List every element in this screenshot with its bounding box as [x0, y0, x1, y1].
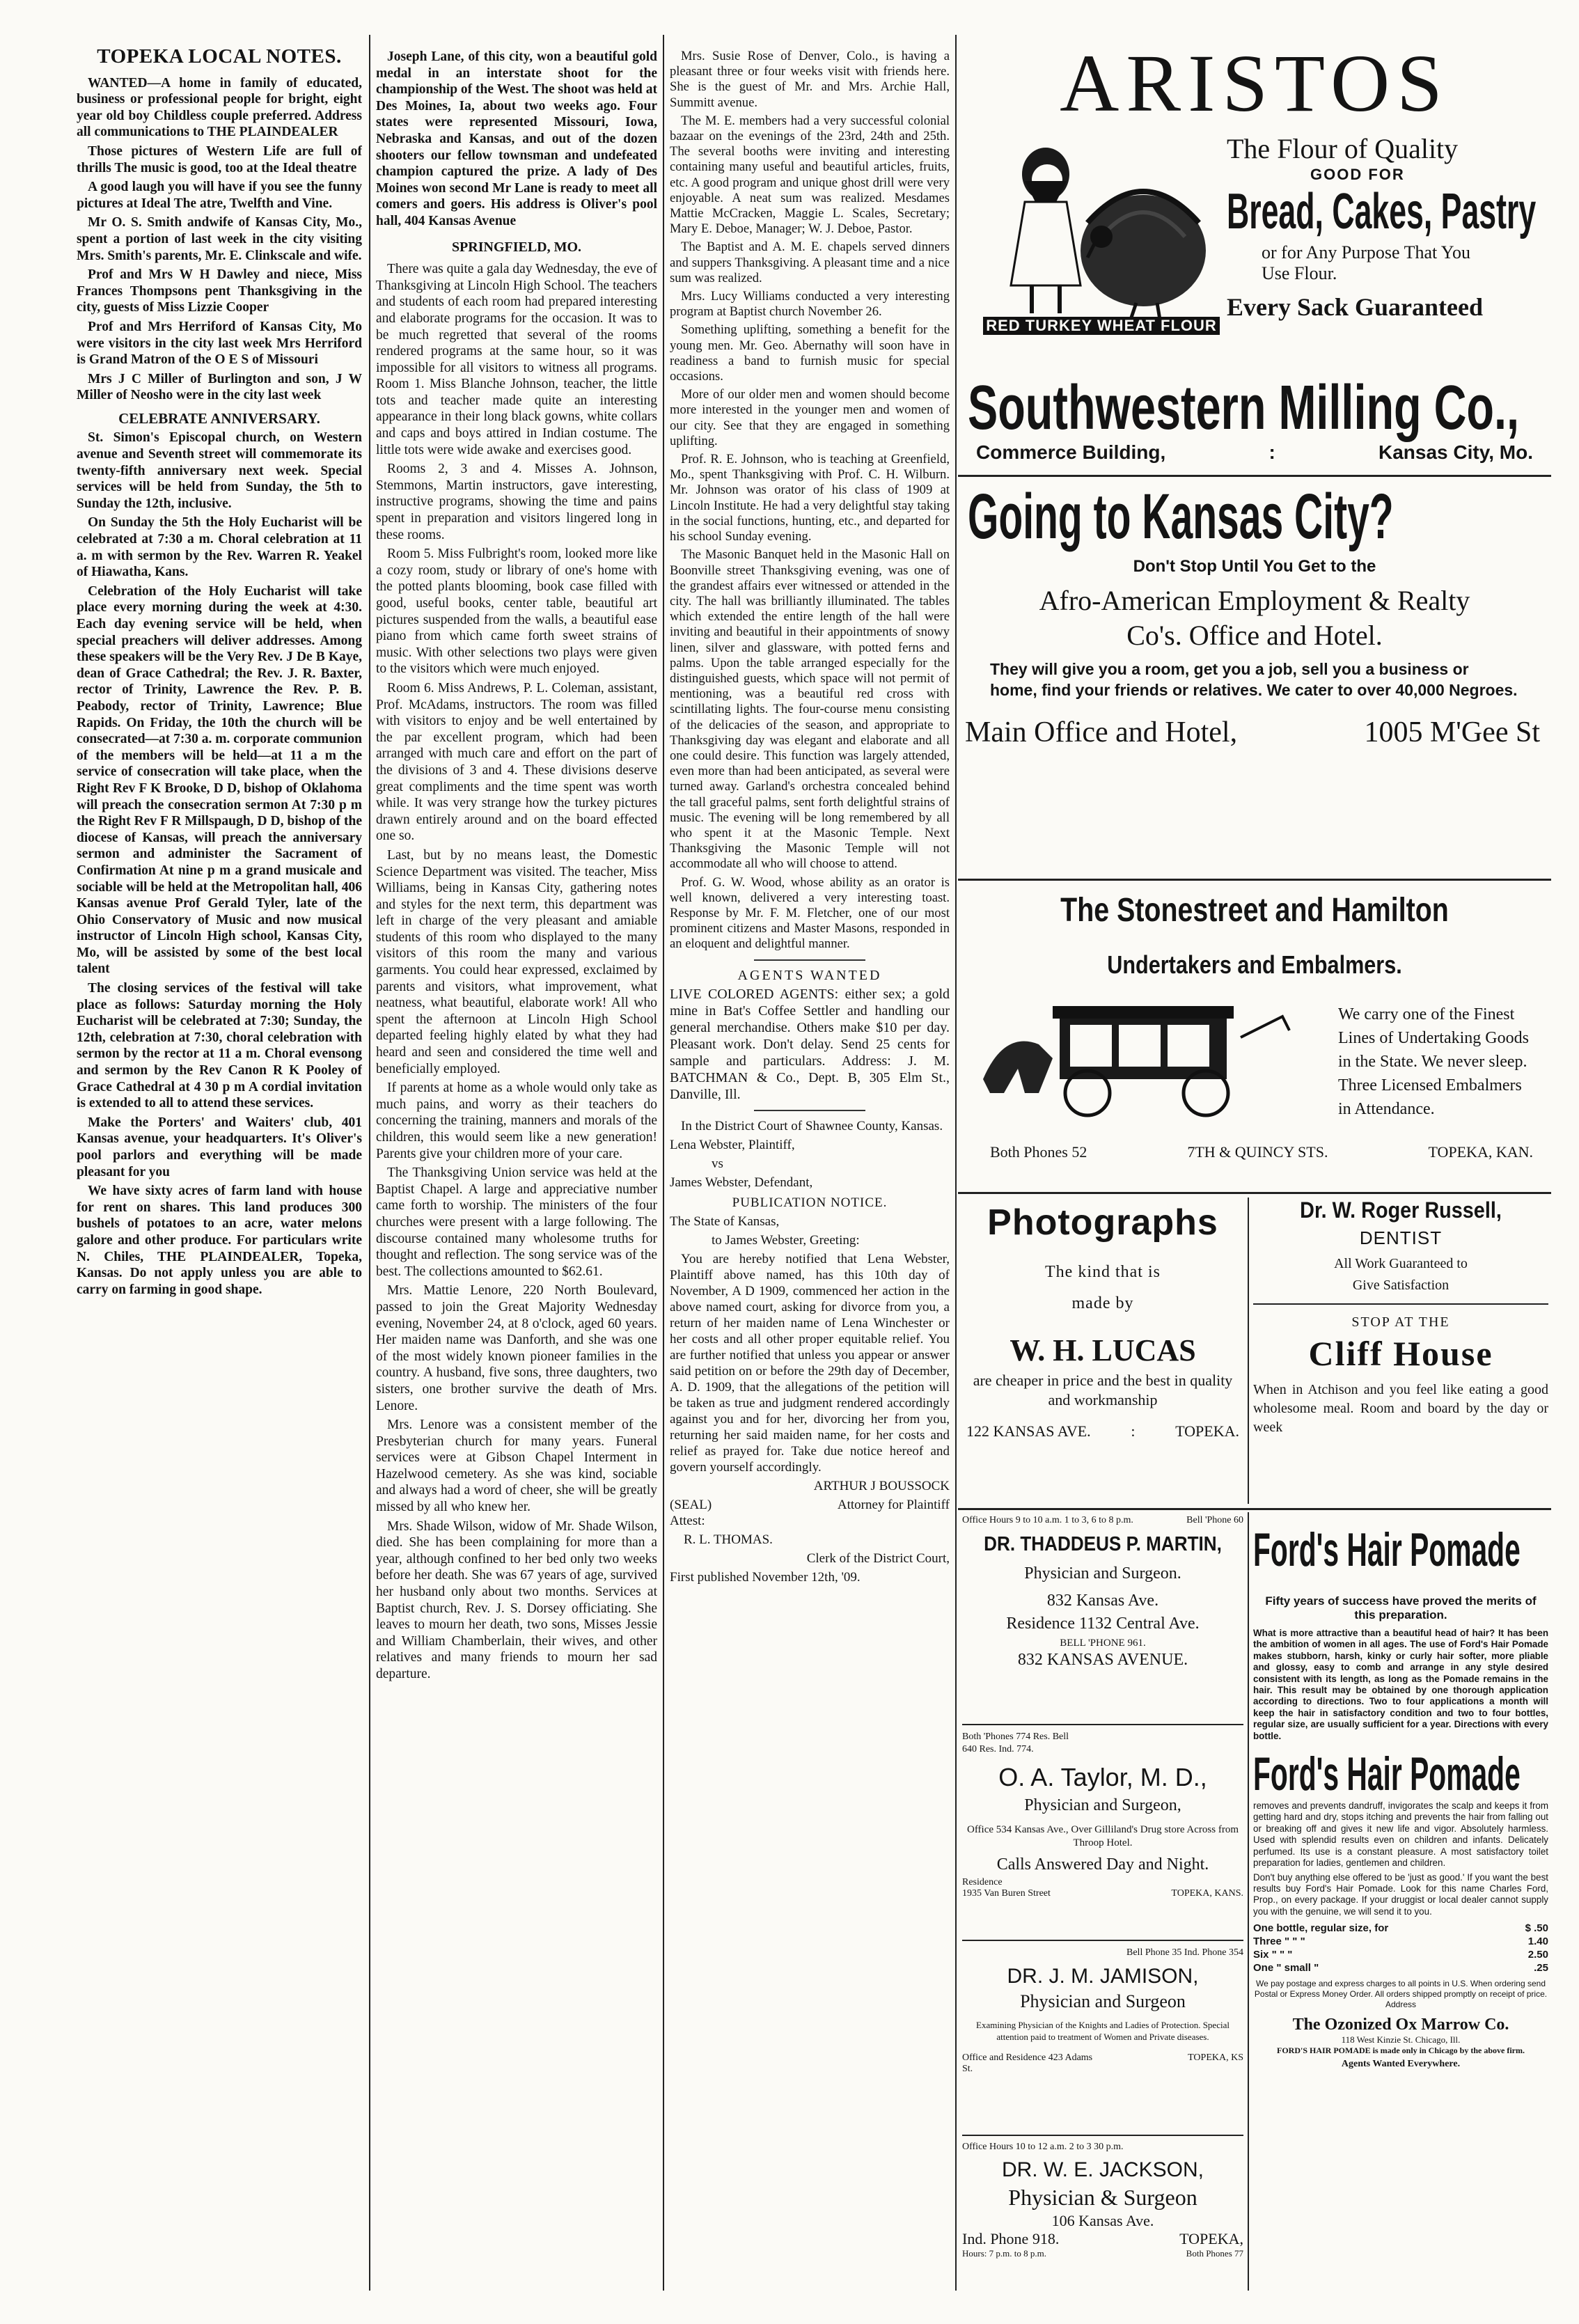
pomade-price-list — [1253, 1922, 1548, 1974]
jamison-office: Office and Residence 423 Adams St. — [962, 2052, 1093, 2074]
legal-clerk: R. L. THOMAS. — [684, 1532, 773, 1547]
news-paragraph: The M. E. members had a very successful colonial bazaar on the evenings of the 23rd, 24th and 25th. The several booths were inviting and interesting containing many useful and beautiful articles, fruits, etc. A good program and unique ghost drill were very enjoyable. A neat sum was realized. Mesdames Mattie McCracken, Maggie L. Scales, Secretary; Mary E. Deboe, Manager; W. J. Deboe, Pastor. — [670, 113, 950, 237]
price-row — [1253, 1961, 1548, 1974]
news-paragraph: St. Simon's Episcopal church, on Western avenue and Seventh street will commemorate its twenty-fifth anniversary next week. Special services will be held from Sunday, the 5th to Sunday the 12th, inclusive. — [77, 430, 362, 511]
column-news-legal — [670, 49, 950, 2291]
legal-signer-role: Attorney for Plaintiff — [837, 1497, 950, 1512]
news-paragraph: The Thanksgiving Union service was held at the Baptist Chapel. A large and appreciative number came forth to worship. The ministers of the four churches were present with a large following. The discourse contained many wholesome truths for thought and reflection. The song service was of the best. The collections amounted to $62.61. — [376, 1165, 657, 1279]
news-paragraph: Mrs J C Miller of Burlington and son, J W Miller of Neosho were in the city last week — [77, 371, 362, 403]
aristos-line5: Every Sack Guaranteed — [1227, 293, 1483, 321]
russell-l1: All Work Guaranteed to — [1334, 1256, 1468, 1271]
legal-published: First published November 12th, '09. — [670, 1569, 861, 1585]
jackson-title: Physician & Surgeon — [1008, 2185, 1197, 2210]
column-springfield — [376, 49, 657, 2291]
aristos-brand: ARISTOS — [1060, 38, 1450, 129]
undertaker-phones: Both Phones 52 — [990, 1143, 1087, 1161]
russell-l2: Give Satisfaction — [1352, 1278, 1450, 1293]
photo-addr: 122 KANSAS AVE. — [966, 1422, 1091, 1440]
taylor-footer — [962, 1888, 1243, 1899]
legal-vs: vs — [712, 1156, 723, 1171]
agents-text: LIVE COLORED AGENTS: either sex; a gold mine in Bat's Coffee Settler and handling our general merchandise. Others make $10 per day. Pleasant work. Don't delay. Send 25 cents for sample and particulars. Address: J. M. BATCHMAN & Co., Dept. B, 305 Elm St., Danville, Ill. — [670, 986, 950, 1102]
jackson-row2 — [962, 2248, 1243, 2259]
aristos-address — [976, 441, 1533, 464]
jackson-phone: Ind. Phone 918. — [962, 2230, 1060, 2247]
legal-attest: Attest: — [670, 1513, 705, 1528]
news-paragraph: More of our older men and women should become more interested in the younger men and women of our city. See that they are engaged in something uplifting. — [670, 387, 950, 448]
ad-taylor — [962, 1725, 1243, 1940]
ad-undertakers — [962, 884, 1547, 1188]
legal-heading: PUBLICATION NOTICE. — [732, 1195, 888, 1210]
martin-phone: Bell 'Phone 60 — [1186, 1515, 1243, 1525]
legal-clerk-role: Clerk of the District Court, — [806, 1550, 950, 1566]
jamison-city: TOPEKA, KS — [1188, 2052, 1243, 2063]
agents-heading: AGENTS WANTED — [737, 967, 882, 983]
news-paragraph: The Baptist and A. M. E. chapels served dinners and suppers Thanksgiving. A pleasant time and a nice sum was realized. — [670, 240, 950, 285]
ad-jamison — [962, 1941, 1243, 2135]
news-paragraph: We have sixty acres of farm land with house for rent on shares. This land produces 300 bushels of potatoes to an acre, water melons galore and other produce. For particulars write N. Chiles, THE PLAINDEALER, Topeka, Kansas. Do not apply unless you are able to carry on farming in good shape. — [77, 1184, 362, 1297]
legal-state: The State of Kansas, — [670, 1214, 780, 1229]
martin-title: Physician and Surgeon. — [1024, 1564, 1181, 1583]
aristos-copy — [1227, 132, 1540, 322]
price-label: Three " " " — [1253, 1936, 1305, 1948]
doctors-column — [962, 1515, 1243, 2288]
column-rule — [369, 35, 370, 2291]
photo-l3: are cheaper in price and the best in quality and workmanship — [973, 1372, 1233, 1408]
jackson-name: DR. W. E. JACKSON, — [1001, 2158, 1204, 2181]
jackson-hours2: Hours: 7 p.m. to 8 p.m. — [962, 2248, 1046, 2259]
legal-defendant: James Webster, Defendant, — [670, 1175, 813, 1190]
photo-headline: Photographs — [987, 1202, 1218, 1243]
news-paragraph: Room 5. Miss Fulbright's room, looked more like a cozy room, study or library of one's home with the potted plants blooming, book case filled with good, useful books, center table, beautiful art pictures suspended from the walls, a beautiful ease piano from which came forth sweet strains of music. With other selections two plays were given to the visitors which were much enjoyed. — [376, 547, 657, 677]
news-paragraph: Mrs. Susie Rose of Denver, Colo., is having a pleasant three or four weeks visit with friends here. She is the guest of Mr. and Mrs. Archie Hall, Summitt avenue. — [670, 49, 950, 110]
martin-res: Residence 1132 Central Ave. — [1006, 1615, 1200, 1633]
photo-l2: made by — [1071, 1294, 1134, 1312]
photo-city: TOPEKA. — [1175, 1422, 1239, 1440]
legal-seal: (SEAL) — [670, 1497, 712, 1512]
ad-fords-pomade — [1253, 1515, 1548, 2288]
news-paragraph: Prof. R. E. Johnson, who is teaching at Greenfield, Mo., spent Thanksgiving with Prof. C. H. Wilburn. Mr. Johnson was orator of his class of 1909 at Lincoln Institute. He had a very delightful stay taking in the social functions, hunting, etc., and departed for his school Sunday evening. — [670, 452, 950, 544]
legal-plaintiff: Lena Webster, Plaintiff, — [670, 1137, 795, 1152]
aristos-line4: or for Any Purpose That You Use Flour. — [1262, 242, 1470, 283]
price-value: $ .50 — [1525, 1922, 1548, 1935]
undertaker-body: We carry one of the Finest Lines of Undertaking Goods in the State. We never sleep. Three Licensed Embalmers in Attendance. — [1338, 1005, 1529, 1118]
photo-sep: : — [1131, 1422, 1136, 1440]
pomade-note: FORD'S HAIR POMADE is made only in Chicago by the above firm. — [1276, 2046, 1525, 2056]
kc-body: They will give you a room, get you a job, sell you a business or home, find your friends or relatives. We cater to over 40,000 Negroes. — [990, 660, 1518, 699]
news-paragraph: Prof and Mrs W H Dawley and niece, Miss Frances Thompsons pent Thanksgiving in the city, guests of Miss Lizzie Cooper — [77, 267, 362, 315]
news-items — [670, 49, 950, 952]
news-paragraph: Something uplifting, something a benefit for the young men. Mr. Geo. Abernathy will soon have in readiness a band to furnish music for special occasions. — [670, 322, 950, 384]
pomade-company: The Ozonized Ox Marrow Co. — [1292, 2016, 1509, 2034]
martin-addr: 832 Kansas Ave. — [1046, 1592, 1159, 1610]
undertaker-footer — [990, 1143, 1533, 1161]
kc-sub: Don't Stop Until You Get to the — [1133, 557, 1376, 576]
jamison-phones: Bell Phone 35 Ind. Phone 354 — [1126, 1947, 1243, 1958]
springfield-items — [376, 261, 657, 1682]
pomade-title2: Ford's Hair Pomade — [1253, 1748, 1521, 1801]
section-heading: SPRINGFIELD, MO. — [451, 239, 582, 255]
local-notes-items — [77, 75, 362, 404]
photo-name: W. H. LUCAS — [1010, 1333, 1196, 1367]
pomade-company-addr: 118 West Kinzie St. Chicago, Ill. — [1341, 2034, 1461, 2046]
jackson-city: TOPEKA, — [1179, 2230, 1243, 2247]
pomade-body1: What is more attractive than a beautiful head of hair? It has been the ambition of women in all ages. The use of Ford's Hair Pomade makes stubborn, harsh, kinky or curly hair softer, more pliable and glossy, easy to comb and arrange in any style desired consistent with its length, as long as the Pomade remains in the hair. This result may be obtained by one thorough application according to directions. Two to four applications a month will keep the hair in satisfactory condition and two to four bottles, regular size, are usually sufficient for a year. Directions with every bottle. — [1253, 1628, 1548, 1741]
section-heading: CELEBRATE ANNIVERSARY. — [118, 409, 320, 427]
aristos-line3: Bread, Cakes, Pastry — [1227, 184, 1537, 240]
undertaker-name: The Stonestreet and Hamilton — [1060, 892, 1449, 929]
photo-footer — [966, 1422, 1239, 1440]
legal-signer: ARTHUR J BOUSSOCK — [813, 1478, 950, 1493]
news-paragraph: Rooms 2, 3 and 4. Misses A. Johnson, Stemmons, Martin instructors, gave interesting, instructive programs, showing the time and pains spent in preparation and visitors lingered long in these rooms. — [376, 462, 657, 542]
price-value: 1.40 — [1527, 1936, 1548, 1948]
news-paragraph: Mrs. Shade Wilson, widow of Mr. Shade Wilson, died. She has been complaining for more than a year, although confined to her bed only two weeks before her death. She was 67 years of age, survived her husband only about two months. Services at Baptist church, Rev. J. S. Dorsey officiating. She leaves to mourn her death, two sons, Misses Jessie and William Chamberlain, their wives, and other relatives and many friends to mourn her sad departure. — [376, 1518, 657, 1681]
jamison-spec: Examining Physician of the Knights and Ladies of Protection. Special attention paid to treatment of Women and Private diseases. — [976, 2020, 1230, 2042]
price-label: One bottle, regular size, for — [1253, 1922, 1389, 1935]
news-paragraph: Mrs. Lucy Williams conducted a very interesting program at Baptist church November 26. — [670, 289, 950, 320]
legal-body: You are hereby notified that Lena Webster, Plaintiff above named, has this 10th day of November, A D 1909, commenced her action in the above named court, asking for divorce from you, a return of her maiden name of Lena Winchester or her costs and all other proper equitable relief. You are further notified that unless you appear or answer said petition on or before the 29th day of December, A. D. 1909, that the allegations of the petition will be taken as true and judgment rendered accordingly against you and for her, divorcing her from you, returning her said maiden name, for her costs and relief as prayed for. Take due notice hereof and govern yourself accordingly. — [670, 1251, 950, 1475]
anniversary-items — [77, 430, 362, 1298]
undertaker-city: TOPEKA, KAN. — [1428, 1143, 1533, 1161]
news-paragraph: Mrs. Mattie Lenore, 220 North Boulevard, passed to join the Great Majority Wednesday evening, November 24, at 8 o'clock, aged 60 years. Her maiden name was Danforth, and she was one of the most widely known pioneer families in the country. A husband, five sons, three daughters, two sisters, one brother survive the death of Mrs. Lenore. — [376, 1283, 657, 1413]
news-paragraph: Mr O. S. Smith andwife of Kansas City, Mo., spent a portion of last week in the city visiting Mrs. Smith's parents, Mr. E. Clinkscale and wife. — [77, 215, 362, 263]
cliff-body: When in Atchison and you feel like eating a good wholesome meal. Room and board by the day or week — [1253, 1382, 1548, 1435]
russell-title: DENTIST — [1359, 1227, 1443, 1248]
newspaper-page — [77, 35, 1553, 2291]
legal-notice — [670, 1118, 950, 1585]
price-value: 2.50 — [1527, 1949, 1548, 1961]
kc-footer-left: Main Office and Hotel, — [965, 716, 1238, 748]
martin-top — [962, 1515, 1243, 1526]
ad-martin — [962, 1515, 1243, 1724]
price-label: One " small " — [1253, 1962, 1319, 1974]
section-heading: TOPEKA LOCAL NOTES. — [97, 49, 342, 68]
jackson-phones2: Both Phones 77 — [1186, 2248, 1243, 2259]
news-paragraph: Prof. G. W. Wood, whose ability as an orator is well known, delivered a very interesting toast. Response by Mr. F. M. Fletcher, one of our most prominent citizens and Master Masons, responded in an eloquent and delightful manner. — [670, 874, 950, 952]
news-paragraph: Mrs. Lenore was a consistent member of the Presbyterian church for many years. Funeral services were at Gibson Chapel Interment in Hazelwood cemetery. As she was kind, sociable and always had a word of cheer, she will be greatly missed by all who knew her. — [376, 1418, 657, 1515]
jamison-footer — [962, 2052, 1243, 2075]
price-row — [1253, 1948, 1548, 1961]
news-paragraph: Celebration of the Holy Eucharist will take place every morning during the week at 4:30. Each day evening service will be held, when special preachers will deliver addresses. Among these speakers will be the Very Rev. J De B Kaye, dean of Grace Cathedral; the Rev. J. R. Baxter, rector of Trinity, Lawrence the Rev. P. B. Peabody, rector of Trinity, Lawrence; Blue Rapids. On Friday, the 10th the church will be consecrated—at 7:30 a. m. corporate communion of the members will be held—at 11 a m the service of consecration will take place, when the Right Rev F K Brooke, D D, bishop of Oklahoma will preach the consecration sermon At 7:30 p m the Right Rev F R Millspaugh, D D, bishop of the diocese of Kansas, will preach the anniversary sermon and administer the Sacrament of Confirmation At nine p m a grand musicale and sociable will be held at the Metropolitan hall, 406 Kansas avenue Prof Gerald Tyler, late of the Ohio Conservatory of Music and now musical instructor of Lincoln High school, Kansas City, Mo, will be assisted by some of the best local talent — [77, 583, 362, 977]
taylor-title: Physician and Surgeon, — [1024, 1796, 1181, 1814]
martin-name: DR. THADDEUS P. MARTIN, — [984, 1533, 1222, 1555]
taylor-residence-label: Residence — [962, 1877, 1003, 1887]
russell-name: Dr. W. Roger Russell, — [1300, 1198, 1502, 1223]
turkey-girl-illustration — [983, 132, 1220, 341]
news-paragraph: WANTED—A home in family of educated, business or professional people for bright, eight year old boy Childless couple preferred. Address all communications to THE PLAINDEALER — [77, 75, 362, 140]
taylor-name: O. A. Taylor, M. D., — [998, 1763, 1207, 1791]
ad-kansas-city — [962, 480, 1547, 874]
kc-footer — [965, 716, 1540, 749]
hearse-illustration — [976, 989, 1310, 1121]
news-paragraph: Those pictures of Western Life are full of thrills The music is good, too at the Ideal theatre — [77, 143, 362, 175]
column-rule — [955, 35, 957, 2291]
column-rule — [663, 35, 664, 2291]
jackson-hours: Office Hours 10 to 12 a.m. 2 to 3 30 p.m. — [962, 2142, 1124, 2152]
taylor-phones: Both 'Phones 774 Res. Bell 640 Res. Ind. 774. — [962, 1732, 1069, 1754]
news-paragraph: The Masonic Banquet held in the Masonic Hall on Boonville street Thanksgiving evening, was one of the grandest affairs ever witnessed or attended in the city. The hall was brilliantly illuminated. The tables which extended the entire length of the hall were inviting and beautiful in their appointments of snowy linen, silver and glassware, with potted ferns and palms. Upon the table arranged especially for the distinguished guests, which space will not permit of mentioning, was a beautiful red cross with scintillating lights. The four-course menu consisting of the delicacies of the season, and appropriate to Thanksgiving day was elegant and elaborate and all one could desire. This function was largely attended, even more than had been anticipated, as several were turned away. Garland's orchestra concealed behind the tall graceful palms, sent forth delightful strains of music. The evening will be long remembered by all who spent it at the Masonic Temple. Next Thanksgiving the Masonic Temple will not accommodate all who will choose to attend. — [670, 547, 950, 872]
column-local-notes — [77, 49, 362, 2291]
price-row — [1253, 1935, 1548, 1948]
price-row — [1253, 1922, 1548, 1935]
kc-title2: Co's. Office and Hotel. — [1126, 620, 1383, 651]
news-paragraph: Joseph Lane, of this city, won a beautiful gold medal in an interstate shoot for the championship of the West. The shoot was held at Des Moines, Ia, about two weeks ago. Four states were represented Missouri, Iowa, Nebraska and Kansas, and out of the dozen shooters our fellow townsman and undefeated champion captured the prize. A lady of Des Moines won second Mr Lane is ready to meet all comers and goers. His address is Oliver's pool hall, 404 Kansas Avenue — [376, 49, 657, 228]
news-paragraph: If parents at home as a whole would only take as much pains, and worry as their teachers do concerning the training, manners and morals of the children, this would seem like a new generation! Parents give your children more of your care. — [376, 1081, 657, 1161]
legal-to: to James Webster, Greeting: — [712, 1232, 860, 1248]
legal-court: In the District Court of Shawnee County, Kansas. — [681, 1118, 943, 1133]
kc-footer-right: 1005 M'Gee St — [1364, 716, 1540, 748]
undertaker-sub: Undertakers and Embalmers. — [1107, 950, 1402, 979]
aristos-company: Southwestern Milling Co., — [968, 373, 1519, 443]
kc-headline: Going to Kansas City? — [968, 481, 1394, 552]
martin-bell: BELL 'PHONE 961. — [1060, 1638, 1146, 1649]
ad-aristos — [962, 35, 1547, 472]
photo-l1: The kind that is — [1045, 1263, 1161, 1281]
news-paragraph: Make the Porters' and Waiters' club, 401 Kansas avenue, your headquarters. It's Oliver's pool parlors and everything will be made pleasant for you — [77, 1115, 362, 1179]
kc-title1: Afro-American Employment & Realty — [1039, 585, 1470, 616]
logo-text: RED TURKEY WHEAT FLOUR — [983, 317, 1220, 335]
ad-photographs — [962, 1198, 1243, 1504]
pomade-body2: removes and prevents dandruff, invigorates the scalp and keeps it from getting hard and dry, stops itching and prevents the hair from falling out or breaking off and gives it new life and vigor. Absolutely harmless. Used with splendid results even on children and infants. Delicately perfumed. Its use is a constant pleasure. A most satisfactory toilet preparation for ladies, gentlemen and children. — [1253, 1800, 1548, 1869]
jamison-title: Physician and Surgeon — [1020, 1991, 1186, 2011]
taylor-city: TOPEKA, KANS. — [1171, 1888, 1243, 1899]
pomade-body3: Don't buy anything else offered to be 'just as good.' If you want the best results buy Ford's Hair Pomade. Look for this name Charles Ford, Prop., on every package. If your druggist or local dealer cannot supply you with the genuine, we will send it to you. — [1253, 1871, 1548, 1917]
taylor-office: Office 534 Kansas Ave., Over Gilliland's Drug store Across from Throop Hotel. — [967, 1824, 1239, 1848]
price-value: .25 — [1534, 1962, 1548, 1974]
price-label: Six " " " — [1253, 1949, 1293, 1961]
cliff-stop: STOP AT THE — [1351, 1314, 1450, 1330]
pomade-agents: Agents Wanted Everywhere. — [1341, 2059, 1461, 2070]
cliff-name: Cliff House — [1308, 1334, 1493, 1373]
pomade-fine: We pay postage and express charges to all points in U.S. When ordering send Postal or Express Money Order. All orders shipped promptly on receipt of price. Address — [1254, 1979, 1548, 2010]
news-paragraph: The closing services of the festival will take place as follows: Saturday morning the Holy Eucharist will be celebrated at 7:30; Sunday, the 12th, celebration at 7:30, choral celebration with sermon by the rector at 11 a m. Choral evensong and sermon by the Rev Canon R K Pooley of Grace Cathedral at 4 30 p m A cordial invitation is extended to all to attend these services. — [77, 981, 362, 1111]
taylor-calls: Calls Answered Day and Night. — [996, 1855, 1209, 1874]
pomade-title: Ford's Hair Pomade — [1253, 1523, 1521, 1576]
lane-item — [376, 49, 657, 230]
news-paragraph: A good laugh you will have if you see the funny pictures at Ideal The atre, Twelfth and Vine. — [77, 180, 362, 211]
martin-addr2: 832 KANSAS AVENUE. — [1017, 1651, 1188, 1669]
news-paragraph: Prof and Mrs Herriford of Kansas City, Mo were visitors in the city last week Mrs Herriford is Grand Matron of the O E S of Missouri — [77, 319, 362, 368]
ad-russell-cliff — [1253, 1198, 1548, 1504]
aristos-addr-sep: : — [1268, 441, 1275, 463]
aristos-line1: The Flour of Quality — [1227, 133, 1459, 164]
jamison-name: DR. J. M. JAMISON, — [1007, 1965, 1199, 1988]
undertaker-address: 7TH & QUINCY STS. — [1187, 1143, 1328, 1161]
jackson-row — [962, 2230, 1243, 2248]
aristos-addr-right: Kansas City, Mo. — [1378, 441, 1533, 463]
news-paragraph: Room 6. Miss Andrews, P. L. Coleman, assistant, Prof. McAdams, instructors. The room was filled with visitors to enjoy and be well entertained by the par excellent program, which had been arranged with much care and effort on the part of the divisions of 3 and 4. These divisions deserve great compliments and the time spent was worth while. It was very strange how the turkey pictures drawn entirely around and on the board effected one so. — [376, 680, 657, 844]
news-paragraph: On Sunday the 5th the Holy Eucharist will be celebrated at 7:30 a m. Choral celebration at 11 a. m with sermon by the Rev. Warren R. Yeakel of Hiawatha, Kans. — [77, 515, 362, 580]
ad-jackson — [962, 2136, 1243, 2259]
news-paragraph: There was quite a gala day Wednesday, the eve of Thanksgiving at Lincoln High School. The teachers and students of each room had prepared interesting and elaborate programs for the occasion. It was to be much regretted that several of the rooms rendered programs at the same hour, so it was impossible for all visitors to witness all programs. Room 1. Miss Blanche Johnson, teacher, the little tots and teacher made quite an interesting appearance in their long black gowns, white collars and caps and boys attired in Indian costume. The little tots were wide awake and exercises good. — [376, 262, 657, 457]
pomade-tag: Fifty years of success have proved the merits of this preparation. — [1265, 1594, 1537, 1622]
martin-hours: Office Hours 9 to 10 a.m. 1 to 3, 6 to 8 p.m. — [962, 1515, 1133, 1525]
news-paragraph: Last, but by no means least, the Domestic Science Department was visited. The teacher, Miss Williams, being in Kansas City, gathering notes and styles for the next term, this department was left in charge of the very pleasant and amiable students of this room who displayed to the many visitors of this room the many and various garments. You could hear expressed, exclaimed by parents and visitors, what improvement, what neatness, what beautiful, elaborate work! All who spent the afternoon at Lincoln High School departed feeling highly elated by what they had heard and seen and considered the time well and beneficially employed. — [376, 847, 657, 1076]
aristos-addr-left: Commerce Building, — [976, 441, 1166, 463]
aristos-line2: GOOD FOR — [1310, 166, 1405, 183]
jackson-addr: 106 Kansas Ave. — [1051, 2212, 1154, 2229]
taylor-residence: 1935 Van Buren Street — [962, 1888, 1051, 1899]
